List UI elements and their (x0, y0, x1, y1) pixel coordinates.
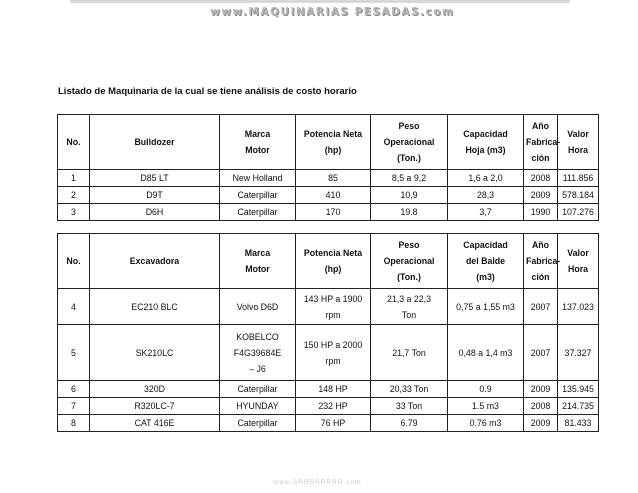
cell-valor: 214.735 (558, 398, 599, 415)
header-marca: Marca Motor (220, 234, 296, 289)
header-anio: Año Fabrica- ción (524, 115, 558, 170)
cell-capacidad: 1,6 a 2,0 (448, 170, 524, 187)
cell-valor: 81.433 (558, 415, 599, 432)
cell-anio: 2009 (524, 187, 558, 204)
cell-peso: 8,5 a 9,2 (371, 170, 448, 187)
header-no: No. (58, 234, 90, 289)
document-title: Listado de Maquinaria de la cual se tiene análisis de costo horario (58, 86, 357, 97)
cell-model: CAT 416E (90, 415, 220, 432)
header-peso: Peso Operacional (Ton.) (371, 115, 448, 170)
cell-marca: Caterpillar (220, 415, 296, 432)
cell-peso: 21,3 a 22,3 Ton (371, 289, 448, 325)
cell-no: 3 (58, 204, 90, 221)
cell-capacidad: 0,48 a 1,4 m3 (448, 325, 524, 381)
header-potencia: Potencia Neta (hp) (296, 115, 371, 170)
cell-valor: 135.945 (558, 381, 599, 398)
cell-valor: 137.023 (558, 289, 599, 325)
footer-watermark: www.SRRSRRRRR.com (273, 479, 362, 486)
cell-model: EC210 BLC (90, 289, 220, 325)
header-capacidad: Capacidad Hoja (m3) (448, 115, 524, 170)
cell-potencia: 76 HP (296, 415, 371, 432)
table-row (58, 381, 599, 398)
table-row (58, 398, 599, 415)
cell-capacidad: 0.76 m3 (448, 415, 524, 432)
cell-potencia: 85 (296, 170, 371, 187)
cell-model: D9T (90, 187, 220, 204)
cell-valor: 111.856 (558, 170, 599, 187)
cell-marca: KOBELCO F4G39684E – J6 (220, 325, 296, 381)
header-anio: Año Fabrica- ción (524, 234, 558, 289)
cell-no: 7 (58, 398, 90, 415)
cell-marca: HYUNDAY (220, 398, 296, 415)
cell-potencia: 232 HP (296, 398, 371, 415)
header-type: Bulldozer (90, 115, 220, 170)
excavadora-table (57, 233, 599, 432)
cell-anio: 2009 (524, 415, 558, 432)
cell-peso: 33 Ton (371, 398, 448, 415)
cell-peso: 20,33 Ton (371, 381, 448, 398)
cell-potencia: 170 (296, 204, 371, 221)
header-capacidad: Capacidad del Balde (m3) (448, 234, 524, 289)
cell-potencia: 150 HP a 2000 rpm (296, 325, 371, 381)
cell-marca: Caterpillar (220, 204, 296, 221)
header-valor: Valor Hora (558, 115, 599, 170)
table-row (58, 170, 599, 187)
cell-anio: 2008 (524, 398, 558, 415)
cell-capacidad: 28,3 (448, 187, 524, 204)
header-potencia: Potencia Neta (hp) (296, 234, 371, 289)
cell-peso: 6.79 (371, 415, 448, 432)
header-watermark-logo: www.MAQUINARIAS PESADAS.com (210, 6, 455, 18)
cell-no: 4 (58, 289, 90, 325)
table-row (58, 187, 599, 204)
table-row (58, 415, 599, 432)
cell-marca: Caterpillar (220, 187, 296, 204)
cell-peso: 19.8 (371, 204, 448, 221)
table-header-row (58, 115, 599, 170)
header-peso: Peso Operacional (Ton.) (371, 234, 448, 289)
cell-anio: 1990 (524, 204, 558, 221)
cell-anio: 2009 (524, 381, 558, 398)
cell-no: 8 (58, 415, 90, 432)
header-marca: Marca Motor (220, 115, 296, 170)
top-rule (70, 0, 570, 3)
cell-no: 2 (58, 187, 90, 204)
cell-no: 6 (58, 381, 90, 398)
cell-no: 5 (58, 325, 90, 381)
cell-capacidad: 0.9 (448, 381, 524, 398)
cell-potencia: 143 HP a 1900 rpm (296, 289, 371, 325)
cell-marca: New Holland (220, 170, 296, 187)
table-header-row (58, 234, 599, 289)
cell-capacidad: 0,75 a 1,55 m3 (448, 289, 524, 325)
header-no: No. (58, 115, 90, 170)
header-type: Excavadora (90, 234, 220, 289)
cell-peso: 10,9 (371, 187, 448, 204)
cell-capacidad: 3,7 (448, 204, 524, 221)
cell-capacidad: 1.5 m3 (448, 398, 524, 415)
cell-model: D6H (90, 204, 220, 221)
cell-model: D85 LT (90, 170, 220, 187)
cell-model: 320D (90, 381, 220, 398)
cell-model: R320LC-7 (90, 398, 220, 415)
cell-valor: 107.276 (558, 204, 599, 221)
cell-anio: 2007 (524, 325, 558, 381)
cell-valor: 37.327 (558, 325, 599, 381)
cell-potencia: 148 HP (296, 381, 371, 398)
cell-marca: Caterpillar (220, 381, 296, 398)
cell-anio: 2007 (524, 289, 558, 325)
cell-marca: Volvo D6D (220, 289, 296, 325)
cell-model: SK210LC (90, 325, 220, 381)
cell-potencia: 410 (296, 187, 371, 204)
table-row (58, 289, 599, 325)
bulldozer-table (57, 114, 599, 221)
header-valor: Valor Hora (558, 234, 599, 289)
cell-anio: 2008 (524, 170, 558, 187)
table-row (58, 204, 599, 221)
table-row (58, 325, 599, 381)
cell-no: 1 (58, 170, 90, 187)
cell-peso: 21,7 Ton (371, 325, 448, 381)
cell-valor: 578.184 (558, 187, 599, 204)
